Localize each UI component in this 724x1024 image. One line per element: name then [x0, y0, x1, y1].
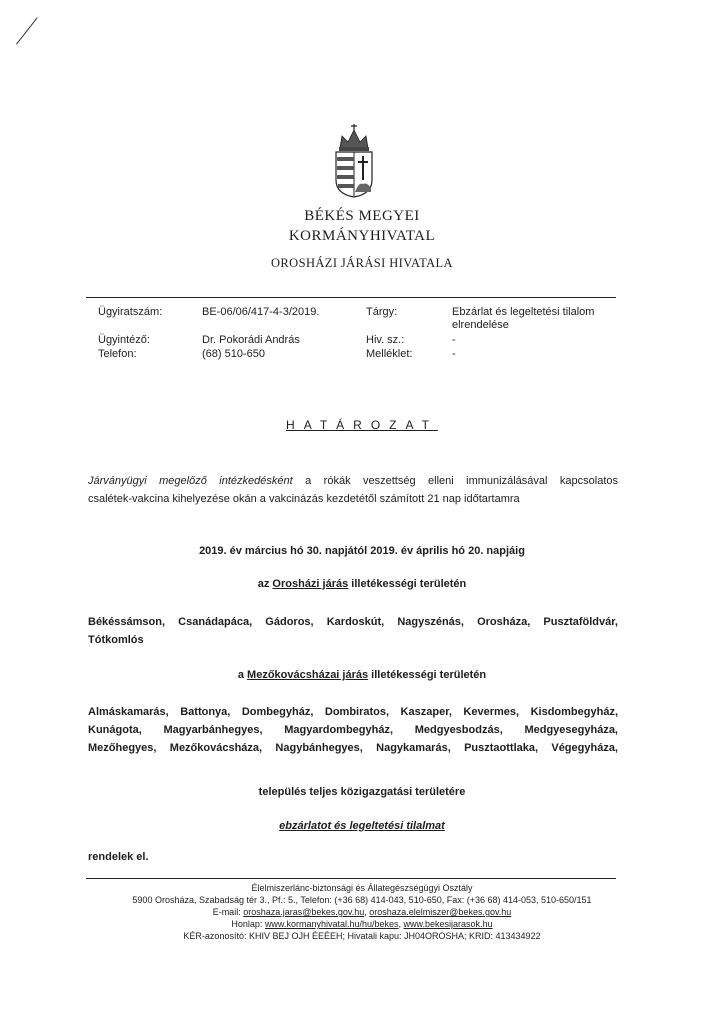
footer-web — [0, 918, 724, 930]
district2-settlements-line1: Almáskamarás, Battonya, Dombegyház, Dombiratos, Kaszaper, Kevermes, Kisdombegyház, — [88, 706, 618, 718]
org-name-line2: KORMÁNYHIVATAL — [288, 228, 436, 244]
district2-name: Mezőkovácsházai járás — [247, 669, 369, 681]
coat-of-arms-icon — [328, 122, 380, 198]
district1-pre: az — [257, 578, 273, 590]
footer-web-sep: , — [398, 919, 404, 929]
officer-value: Dr. Pokorádi András — [202, 334, 300, 346]
district1-heading — [0, 578, 724, 590]
phone-value: (68) 510-650 — [202, 348, 265, 360]
order-text: ebzárlatot és legeltetési tilalmat — [279, 820, 445, 832]
officer-label: Ügyintéző: — [98, 334, 150, 346]
district2-settlements-line3: Mezőhegyes, Mezőkovácsháza, Nagybánhegyes, Nagykamarás, Pusztaottlaka, Végegyháza, — [88, 742, 618, 754]
footer-department: Élelmiszerlánc-biztonsági és Állategészségügyi Osztály — [251, 883, 473, 893]
intro-italic: Járványügyi megelőző intézkedésként — [88, 475, 293, 487]
document-title: HATÁROZAT — [286, 418, 438, 432]
attachment-value: - — [452, 348, 456, 360]
district1-settlements-line1: Békéssámson, Csanádapáca, Gádoros, Kardoskút, Nagyszénás, Orosháza, Pusztaföldvár, — [88, 616, 618, 628]
district2-pre: a — [237, 669, 248, 681]
footer-divider — [86, 878, 616, 879]
reference-value: - — [452, 334, 456, 346]
district2-heading — [0, 669, 724, 681]
district2-settlements-line2: Kunágota, Magyarbánhegyes, Magyardombegyház, Medgyesbodzás, Medgyesegyháza, — [88, 724, 618, 736]
footer-web-label: Honlap: — [231, 919, 265, 929]
footer-email-link-2[interactable]: oroshaza.elelmiszer@bekes.gov.hu — [369, 907, 512, 917]
reference-label: Hiv. sz.: — [366, 334, 405, 346]
district1-post: illetékességi területén — [348, 578, 467, 590]
attachment-label: Melléklet: — [366, 348, 413, 360]
intro-line2: csalétek-vakcina kihelyezése okán a vakcinázás kezdetétől számított 21 nap időtartamra — [88, 493, 520, 505]
case-number-label: Ügyiratszám: — [98, 306, 163, 318]
district2-post: illetékességi területén — [368, 669, 487, 681]
header-divider — [86, 297, 616, 298]
footer-email-link-1[interactable]: oroshaza.jaras@bekes.gov.hu — [243, 907, 365, 917]
subject-label: Tárgy: — [366, 306, 398, 318]
footer-address: 5900 Orosháza, Szabadság tér 3., Pf.: 5., Telefon: (+36 68) 414-043, 510-650, Fax: (+36 68) 414-053, 510-650/151 — [132, 895, 592, 905]
scope-text: település teljes közigazgatási területére — [258, 786, 466, 798]
footer-email — [0, 906, 724, 918]
district1-name: Orosházi járás — [272, 578, 349, 590]
intro-line1-rest: a rókák veszettség elleni immunizálásával kapcsolatos — [305, 475, 618, 487]
footer-email-label: E-mail: — [212, 907, 244, 917]
closing-text: rendelek el. — [88, 851, 149, 863]
phone-label: Telefon: — [98, 348, 137, 360]
footer-web-link-2[interactable]: www.bekesijarasok.hu — [403, 919, 493, 929]
pen-stroke-mark — [16, 17, 38, 44]
period-text: 2019. év március hó 30. napjától 2019. év április hó 20. napjáig — [199, 545, 525, 557]
footer-email-sep: , — [364, 907, 370, 917]
subject-value-line2: elrendelése — [452, 319, 509, 331]
org-name-line1: BÉKÉS MEGYEI — [304, 208, 420, 224]
org-name-line3: OROSHÁZI JÁRÁSI HIVATALA — [271, 256, 453, 270]
footer-web-link-1[interactable]: www.kormanyhivatal.hu/hu/bekes — [264, 919, 399, 929]
subject-value-line1: Ebzárlat és legeltetési tilalom — [452, 306, 595, 318]
footer-ids: KÉR-azonosító: KHIV BEJ OJH ÉEÉEH; Hivatali kapu: JH04OROSHA; KRID: 413434922 — [183, 931, 541, 941]
intro-line1 — [88, 472, 618, 490]
district1-settlements-line2: Tótkomlós — [88, 634, 144, 646]
case-number-value: BE-06/06/417-4-3/2019. — [202, 306, 320, 318]
